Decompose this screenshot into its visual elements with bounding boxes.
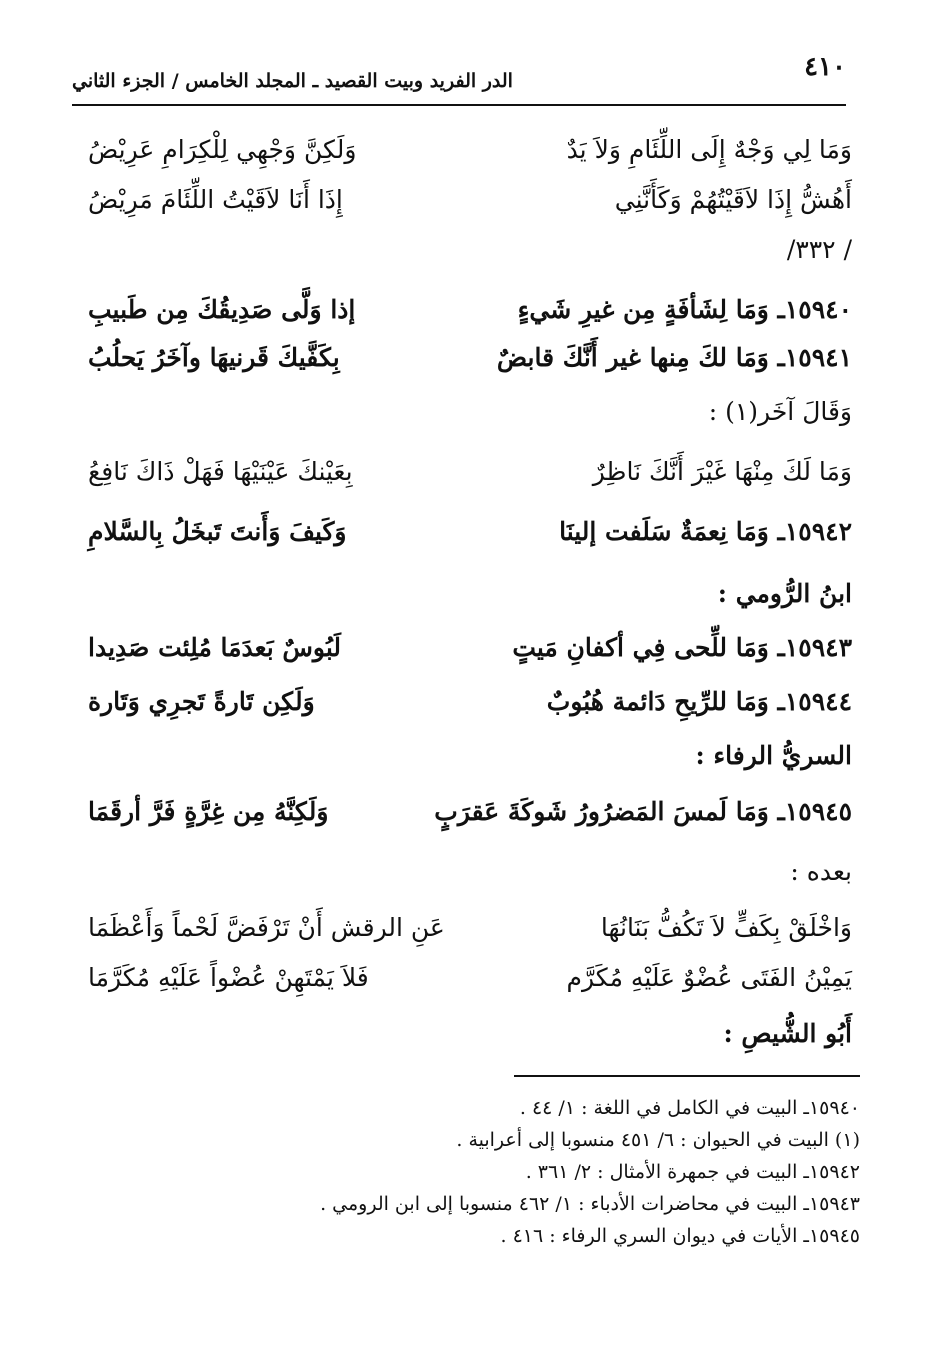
header-divider	[72, 104, 846, 106]
footnote: ١٥٩٤٢ـ البيت في جمهرة الأمثال : ٢/ ٣٦١ .	[525, 1161, 860, 1183]
poet-attribution: ابنُ الرُّومي :	[717, 579, 852, 608]
verse-15940-first: ١٥٩٤٠ـ وَمَا لِشَأفَةٍ مِن غيرِ شَيءٍ	[517, 295, 852, 324]
poet-attribution: السريُّ الرفاء :	[695, 741, 852, 770]
verse-second-hemistich: عَنِ الرقش أَنْ تَرْفَضَّ لَحْماً وَأَعْظَمَا	[88, 913, 445, 942]
continuation-label: بعده :	[790, 857, 852, 886]
footnote: ١٥٩٤٥ـ الأيات في ديوان السري الرفاء : ٤١٦ .	[500, 1225, 860, 1247]
verse-15942-first: ١٥٩٤٢ـ وَمَا نِعمَةٌ سَلَفت إلينَا	[559, 517, 852, 546]
verse-second-hemistich: فَلاَ يَمْتَهِنْ عُضْواً عَلَيْهِ مُكَرَّمَا	[88, 963, 369, 992]
verse-first-hemistich: وَاخْلَقْ بِكَفٍّ لاَ تَكُفُّ بَنَانُهَا	[600, 913, 852, 942]
verse-15943-second: لَبُوسٌ بَعدَمَا مُلِئت صَدِيدا	[88, 633, 341, 662]
footnote: (١) البيت في الحيوان : ٦/ ٤٥١ منسوبا إلى أعرابية .	[456, 1129, 860, 1151]
page-header	[72, 52, 846, 100]
verse-first-hemistich: يَمِيْنُ الفَتَى عُضْوٌ عَلَيْهِ مُكَرَّم	[566, 963, 852, 992]
verse-15945-first: ١٥٩٤٥ـ وَمَا لَمسَ المَضرُورُ شَوكَةَ عَقرَبٍ	[434, 797, 852, 826]
footnote: ١٥٩٤٣ـ البيت في محاضرات الأدباء : ١/ ٤٦٢ منسوبا إلى ابن الرومي .	[320, 1193, 860, 1215]
verse-15944-first: ١٥٩٤٤ـ وَمَا للرِّيحِ دَائمة هُبُوبٌ	[546, 687, 852, 716]
verse-second-hemistich: إِذَا أَنَا لاَقَيْتُ اللِّئَامَ مَرِيْضُ	[88, 185, 343, 214]
poet-attribution: أَبُو الشُّيصِ :	[723, 1019, 852, 1048]
verse-15940-second: إذا وَلَّى صَدِيقُكَ مِن طَبيبِ	[88, 295, 356, 324]
poet-attribution: وَقَالَ آخَر(١) :	[708, 397, 852, 426]
verse-15943-first: ١٥٩٤٣ـ وَمَا للِّحى فِي أكفانِ مَيتٍ	[512, 633, 852, 662]
footnote: ١٥٩٤٠ـ البيت في الكامل في اللغة : ١/ ٤٤ .	[519, 1097, 860, 1119]
verse-15945-second: وَلَكِنَّهُ مِن غِرَّةٍ فَرَّ أرقَمَا	[88, 797, 329, 826]
verse-first-hemistich: وَمَا لِي وَجْهٌ إِلَى اللِّئَامِ وَلاَ يَدٌ	[566, 135, 852, 164]
verse-first-hemistich: وَمَا لَكَ مِنْهَا غَيْرَ أَنَّكَ نَاظِرٌ	[592, 457, 852, 486]
verse-15941-second: بِكَفَّيكَ قَرنيهَا وآخَرُ يَحلُبُ	[88, 343, 340, 372]
verse-second-hemistich: بِعَيْنكَ عَيْنَيْهَا فَهَلْ ذَاكَ نَافِعُ	[88, 457, 353, 486]
verse-15944-second: وَلَكِن تَارةً تَجرِي وَتَارة	[88, 687, 315, 716]
page-number: ٤١٠	[804, 52, 846, 82]
verse-15941-first: ١٥٩٤١ـ وَمَا لكَ مِنها غير أَنَّكَ قابضٌ	[496, 343, 852, 372]
running-title: الدر الفريد وبيت القصيد ـ المجلد الخامس / الجزء الثاني	[72, 70, 513, 92]
verse-first-hemistich: أَهُشُّ إِذَا لاَقَيْتُهُمْ وَكَأَنَّنِي	[614, 185, 852, 214]
verse-second-hemistich: وَلَكِنَّ وَجْهِي لِلْكِرَامِ عَرِيْضُ	[88, 135, 357, 164]
verse-15942-second: وَكَيفَ وَأَنتَ تَبخَلُ بِالسَّلامِ	[88, 517, 347, 546]
volume-page-reference: / ٣٣٢/	[786, 235, 852, 264]
footnote-divider	[514, 1075, 860, 1077]
footnotes	[90, 1092, 860, 1252]
